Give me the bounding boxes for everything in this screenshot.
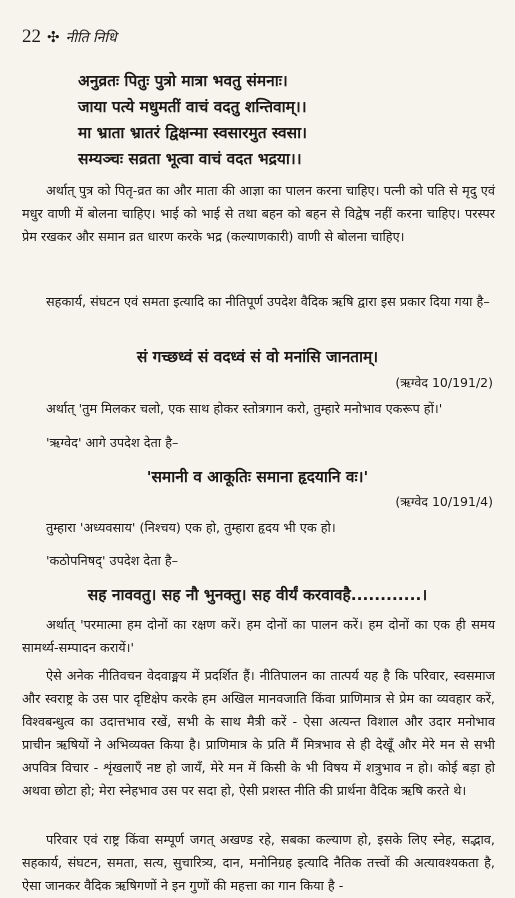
paragraph-4: 'ऋग्वेद' आगे उपदेश देता है– — [46, 436, 179, 451]
verse-4: सह नाववतु। सह नौ भुनक्तु। सह वीर्यं करवावहै............। — [87, 586, 428, 604]
verse-line: जाया पत्ये मधुमतीं वाचं वदतु शन्तिवाम्।। — [78, 98, 307, 116]
ornament-icon: ✣ — [47, 28, 60, 46]
verse-3: 'समानी व आकूतिः समाना हृदयानि वः।' — [146, 468, 369, 486]
verse-line: मा भ्राता भ्रातरं द्विक्षन्मा स्वसारमुत स्वसा। — [78, 124, 307, 142]
paragraph-5: तुम्हारा 'अध्यवसाय' (निश्चय) एक हो, तुम्हारा हृदय भी एक हो। — [46, 521, 336, 536]
page-number: 22 — [22, 26, 41, 47]
paragraph-1: अर्थात् पुत्र को पितृ-व्रत का और माता की आज्ञा का पालन करना चाहिए। पत्नी को पति से मृदु एवं मधुर वाणी में बोलना चाहिए। भाई को भाई से तथा बहन को बहन से विद्वेष नहीं करना चाहिए। परस्पर प्रेम रखकर और समान व्रत धारण करके भद्र (कल्याणकारी) वाणी से बोलना चाहिए। — [22, 184, 495, 245]
verse-block-1 — [78, 68, 307, 172]
verse-line: सम्यञ्चः सव्रता भूत्वा वाचं वदत भद्रया।। — [78, 150, 302, 168]
verse-2: सं गच्छध्वं सं वदध्वं सं वो मनांसि जानताम्। — [136, 348, 379, 366]
page-header — [22, 26, 117, 48]
paragraph-8: ऐसे अनेक नीतिवचन वेदवाङ्मय में प्रदर्शित हैं। नीतिपालन का तात्पर्य यह है कि परिवार, स्वसमाज और स्वराष्ट्र के उस पार दृष्टिक्षेप करके हम अखिल मानवजाति किंवा प्राणिमात्र से प्रेम का व्यवहार करें, विश्वबन्धुत्व का उदात्तभाव रखें, सभी के साथ मैत्री करें - ऐसा अत्यन्त विशाल और उदार मनोभाव प्राचीन ऋषियों ने अभिव्यक्त किया है। प्राणिमात्र के प्रति मैं मित्रभाव से ही देखूँ और मेरे मन से सभी अपवित्र विचार - शृंखलाएँ नष्ट हो जायँ, मेरे मन में किसी के भी विषय में शत्रुभाव न हो। कोई बड़ा हो अथवा छोटा हो; मेरा स्नेहभाव उस पर सदा हो, ऐसी प्रशस्त नीति की प्रार्थना वैदिक ऋषि करते थे। — [22, 669, 495, 799]
paragraph-7: अर्थात् 'परमात्मा हम दोनों का रक्षण करें। हम दोनों का पालन करें। हम दोनों का एक ही समय सामर्थ्य-सम्पादन करायें।' — [22, 618, 495, 656]
verse-line: अनुव्रतः पितुः पुत्रो मात्रा भवतु संमनाः। — [78, 72, 288, 90]
paragraph-6: 'कठोपनिषद्' उपदेश देता है– — [46, 554, 179, 569]
citation-2: (ऋग्वेद 10/191/4) — [395, 494, 493, 509]
running-title: नीति निधि — [65, 29, 117, 46]
citation-1: (ऋग्वेद 10/191/2) — [395, 375, 493, 390]
paragraph-3: अर्थात् 'तुम मिलकर चलो, एक साथ होकर स्तोत्रगान करो, तुम्हारे मनोभाव एकरूप हों।' — [46, 402, 443, 417]
paragraph-2: सहकार्य, संघटन एवं समता इत्यादि का नीतिपूर्ण उपदेश वैदिक ऋषि द्वारा इस प्रकार दिया गया है– — [46, 295, 490, 310]
paragraph-9: परिवार एवं राष्ट्र किंवा सम्पूर्ण जगत् अखण्ड रहे, सबका कल्याण हो, इसके लिए स्नेह, सद्भाव, सहकार्य, संघटन, समता, सत्य, सुचारित्र्य, दान, मनोनिग्रह इत्यादि नैतिक तत्त्वों की अत्यावश्यकता है, ऐसा जानकर वैदिक ऋषिगणों ने इन गुणों की महत्ता का गान किया है - — [22, 833, 495, 894]
